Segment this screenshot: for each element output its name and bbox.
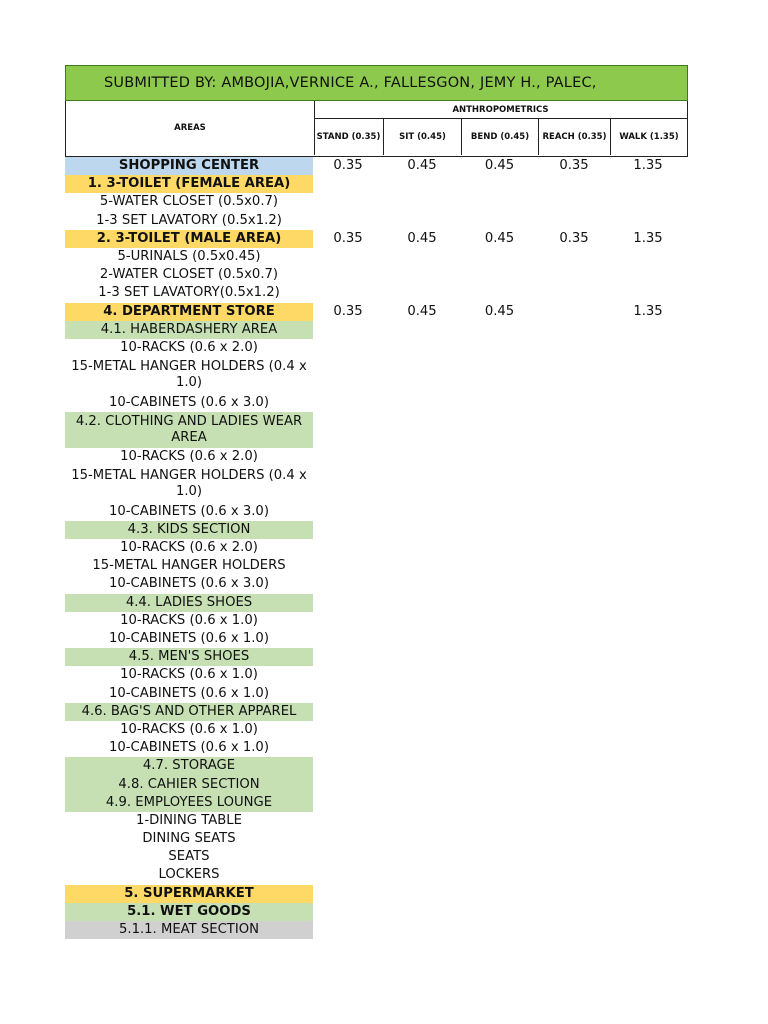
table-row [65,284,688,302]
table-row [65,321,688,339]
value-cell[interactable] [610,521,686,539]
value-cell[interactable]: 1.35 [633,158,663,173]
value-cell[interactable] [383,521,461,539]
value-cell[interactable] [461,339,538,357]
value-cell[interactable] [538,466,610,502]
area-cell[interactable]: 4.2. CLOTHING AND LADIES WEAR AREA [65,412,313,448]
table-row [65,303,688,321]
value-cell[interactable] [538,630,610,648]
value-cell[interactable] [461,321,538,339]
value-cell[interactable] [538,448,610,466]
value-cell[interactable] [538,775,610,793]
table-row [65,393,688,411]
area-cell[interactable]: 15-METAL HANGER HOLDERS (0.4 x 1.0) [71,468,307,500]
value-cell[interactable] [610,921,686,939]
value-cell[interactable] [610,193,686,211]
spreadsheet [65,65,688,939]
value-cell[interactable]: 0.45 [407,230,437,246]
value-cell[interactable] [610,175,686,193]
area-cell[interactable]: SEATS [168,849,210,865]
table-row [65,193,688,211]
table-row [65,848,688,866]
table-header [65,101,688,157]
table-row [65,212,688,230]
value-cell[interactable] [383,630,461,648]
value-cell[interactable] [461,393,538,411]
value-cell[interactable] [610,703,686,721]
value-cell[interactable] [383,266,461,284]
value-cell[interactable] [383,794,461,812]
table-row [65,630,688,648]
value-cell[interactable] [313,284,383,302]
value-cell[interactable] [383,321,461,339]
header-col-reach: REACH (0.35) [539,119,611,155]
table-row [65,248,688,266]
area-cell[interactable]: 1-DINING TABLE [135,812,242,828]
table-row [65,866,688,884]
value-cell[interactable] [461,757,538,775]
value-cell[interactable] [538,885,610,903]
value-cell[interactable] [461,866,538,884]
value-cell[interactable] [383,848,461,866]
area-cell[interactable]: 5. SUPERMARKET [65,885,313,903]
value-cell[interactable] [383,248,461,266]
value-cell[interactable] [313,648,383,666]
area-cell[interactable]: 4.9. EMPLOYEES LOUNGE [65,794,313,812]
area-cell[interactable]: LOCKERS [158,867,220,883]
value-cell[interactable] [313,412,383,448]
value-cell[interactable] [538,266,610,284]
value-cell[interactable] [313,393,383,411]
value-cell[interactable] [461,193,538,211]
value-cell[interactable]: 1.35 [633,303,663,319]
value-cell[interactable] [313,703,383,721]
table-row [65,521,688,539]
area-cell[interactable]: SHOPPING CENTER [65,157,313,175]
value-cell[interactable] [538,866,610,884]
table-row [65,903,688,921]
area-cell[interactable]: 5-URINALS (0.5x0.45) [117,249,261,265]
value-cell[interactable] [610,812,686,830]
value-cell[interactable] [313,921,383,939]
value-cell[interactable] [461,703,538,721]
value-cell[interactable] [461,248,538,266]
value-cell[interactable] [461,175,538,193]
value-cell[interactable] [538,412,610,448]
table-row [65,721,688,739]
area-cell[interactable]: 4.3. KIDS SECTION [65,521,313,539]
value-cell[interactable]: 0.35 [333,158,363,173]
area-cell[interactable]: 4.1. HABERDASHERY AREA [65,321,313,339]
value-cell[interactable] [313,757,383,775]
value-cell[interactable] [538,594,610,612]
value-cell[interactable] [538,921,610,939]
value-cell[interactable] [461,812,538,830]
value-cell[interactable]: 0.35 [559,230,589,246]
value-cell[interactable]: 0.35 [333,303,363,319]
header-areas: AREAS [66,101,315,155]
value-cell[interactable] [313,594,383,612]
value-cell[interactable] [461,848,538,866]
value-cell[interactable]: 0.45 [484,158,515,173]
value-cell[interactable] [610,666,686,684]
value-cell[interactable] [383,212,461,230]
value-cell[interactable] [313,612,383,630]
area-cell[interactable]: 1. 3-TOILET (FEMALE AREA) [65,175,313,193]
header-anthropometrics: ANTHROPOMETRICS [314,101,687,119]
table-row [65,339,688,357]
value-cell[interactable] [461,630,538,648]
value-cell[interactable] [313,466,383,502]
value-cell[interactable]: 0.35 [333,230,363,246]
value-cell[interactable] [383,339,461,357]
table-row [65,412,688,448]
value-cell[interactable] [461,612,538,630]
value-cell[interactable] [461,357,538,393]
value-cell[interactable] [610,448,686,466]
value-cell[interactable] [610,557,686,575]
value-cell[interactable] [461,666,538,684]
value-cell[interactable] [610,739,686,757]
value-cell[interactable] [383,703,461,721]
value-cell[interactable] [610,575,686,593]
value-cell[interactable] [313,248,383,266]
value-cell[interactable] [538,339,610,357]
value-cell[interactable] [610,503,686,521]
table-row [65,539,688,557]
value-cell[interactable] [610,284,686,302]
value-cell[interactable]: 1.35 [633,230,663,246]
table-row [65,775,688,793]
value-cell[interactable] [538,212,610,230]
area-cell[interactable]: 10-CABINETS (0.6 x 3.0) [109,394,269,410]
table-row [65,357,688,393]
area-cell[interactable]: 1-3 SET LAVATORY (0.5x1.2) [96,212,282,228]
value-cell[interactable] [313,448,383,466]
area-cell[interactable]: 10-CABINETS (0.6 x 1.0) [109,740,269,756]
table-row [65,684,688,702]
table-row [65,612,688,630]
value-cell[interactable] [313,175,383,193]
value-cell[interactable] [461,412,538,448]
area-cell[interactable]: 2. 3-TOILET (MALE AREA) [65,230,313,248]
area-cell[interactable]: 1-3 SET LAVATORY(0.5x1.2) [98,285,280,301]
value-cell[interactable] [538,684,610,702]
value-cell[interactable] [610,830,686,848]
area-cell[interactable]: 5.1.1. MEAT SECTION [65,921,313,939]
header-columns [314,119,687,155]
value-cell[interactable] [383,721,461,739]
value-cell[interactable] [313,739,383,757]
area-cell[interactable]: 15-METAL HANGER HOLDERS [92,558,286,574]
value-cell[interactable] [610,794,686,812]
value-cell[interactable] [383,594,461,612]
table-row [65,175,688,193]
value-cell[interactable] [383,466,461,502]
value-cell[interactable] [610,648,686,666]
value-cell[interactable] [313,830,383,848]
table-row [65,557,688,575]
area-cell[interactable]: 10-RACKS (0.6 x 1.0) [120,667,258,683]
area-cell[interactable]: 10-CABINETS (0.6 x 3.0) [109,503,269,519]
table-row [65,703,688,721]
value-cell[interactable] [538,575,610,593]
header-col-bend: BEND (0.45) [462,119,539,155]
area-cell[interactable]: 5.1. WET GOODS [65,903,313,921]
value-cell[interactable] [313,521,383,539]
table-row [65,666,688,684]
value-cell[interactable] [610,212,686,230]
value-cell[interactable] [313,357,383,393]
area-cell[interactable]: 10-CABINETS (0.6 x 1.0) [109,685,269,701]
value-cell[interactable] [383,812,461,830]
value-cell[interactable] [461,266,538,284]
table-row [65,794,688,812]
value-cell[interactable] [461,739,538,757]
area-cell[interactable]: 10-CABINETS (0.6 x 1.0) [109,631,269,647]
table-row [65,648,688,666]
table-row [65,921,688,939]
value-cell[interactable] [610,393,686,411]
area-cell[interactable]: 4.4. LADIES SHOES [65,594,313,612]
table-row [65,466,688,502]
value-cell[interactable] [383,830,461,848]
value-cell[interactable] [610,775,686,793]
value-cell[interactable] [538,303,610,321]
value-cell[interactable] [610,848,686,866]
area-cell[interactable]: 10-RACKS (0.6 x 1.0) [120,612,258,628]
value-cell[interactable] [461,594,538,612]
value-cell[interactable] [383,539,461,557]
value-cell[interactable] [461,284,538,302]
value-cell[interactable] [538,248,610,266]
value-cell[interactable] [538,703,610,721]
table-row [65,266,688,284]
value-cell[interactable] [538,321,610,339]
value-cell[interactable] [538,830,610,848]
area-cell[interactable]: 10-RACKS (0.6 x 2.0) [120,540,258,556]
value-cell[interactable] [538,521,610,539]
value-cell[interactable] [461,212,538,230]
value-cell[interactable] [461,448,538,466]
value-cell[interactable] [383,757,461,775]
value-cell[interactable] [313,848,383,866]
banner-text: SUBMITTED BY: AMBOJIA,VERNICE A., FALLESGON, JEMY H., PALEC, [104,75,597,91]
value-cell[interactable] [610,866,686,884]
value-cell[interactable] [610,357,686,393]
value-cell[interactable] [610,721,686,739]
value-cell[interactable] [313,557,383,575]
value-cell[interactable] [610,885,686,903]
value-cell[interactable] [538,284,610,302]
value-cell[interactable] [538,794,610,812]
header-col-stand: STAND (0.35) [314,119,384,155]
table-row [65,812,688,830]
area-cell[interactable]: 10-CABINETS (0.6 x 3.0) [109,576,269,592]
value-cell[interactable] [383,885,461,903]
value-cell[interactable] [383,393,461,411]
area-cell[interactable]: 4.8. CAHIER SECTION [65,775,313,793]
table-row [65,830,688,848]
value-cell[interactable] [610,339,686,357]
value-cell[interactable] [313,503,383,521]
value-cell[interactable] [313,212,383,230]
area-cell[interactable]: 15-METAL HANGER HOLDERS (0.4 x 1.0) [71,359,307,391]
value-cell[interactable] [313,775,383,793]
value-cell[interactable] [610,466,686,502]
table-row [65,885,688,903]
value-cell[interactable] [313,266,383,284]
value-cell[interactable] [313,885,383,903]
value-cell[interactable] [383,557,461,575]
value-cell[interactable] [383,412,461,448]
area-cell[interactable]: 4. DEPARTMENT STORE [65,303,313,321]
value-cell[interactable] [313,630,383,648]
value-cell[interactable] [313,812,383,830]
value-cell[interactable] [461,575,538,593]
value-cell[interactable] [538,648,610,666]
value-cell[interactable] [383,775,461,793]
table-row [65,739,688,757]
header-col-walk: WALK (1.35) [619,131,679,142]
value-cell[interactable] [538,666,610,684]
value-cell[interactable] [610,684,686,702]
value-cell[interactable] [610,757,686,775]
value-cell[interactable] [610,612,686,630]
value-cell[interactable] [383,684,461,702]
value-cell[interactable] [538,903,610,921]
value-cell[interactable] [313,903,383,921]
value-cell[interactable] [383,866,461,884]
value-cell[interactable] [383,357,461,393]
value-cell[interactable] [538,357,610,393]
header-col-sit: SIT (0.45) [384,119,462,155]
table-row [65,157,688,175]
value-cell[interactable] [610,248,686,266]
value-cell[interactable] [313,794,383,812]
value-cell[interactable] [461,503,538,521]
value-cell[interactable] [313,321,383,339]
area-cell[interactable]: 10-RACKS (0.6 x 1.0) [120,721,258,737]
value-cell[interactable] [461,885,538,903]
value-cell[interactable] [383,575,461,593]
value-cell[interactable] [461,903,538,921]
value-cell[interactable] [610,903,686,921]
value-cell[interactable] [538,848,610,866]
value-cell[interactable] [383,612,461,630]
table-row [65,448,688,466]
value-cell[interactable] [461,684,538,702]
value-cell[interactable] [383,921,461,939]
value-cell[interactable] [383,284,461,302]
value-cell[interactable] [383,175,461,193]
value-cell[interactable] [313,866,383,884]
area-cell[interactable]: 4.6. BAG'S AND OTHER APPAREL [65,703,313,721]
value-cell[interactable] [383,739,461,757]
value-cell[interactable] [538,721,610,739]
area-cell[interactable]: 5-WATER CLOSET (0.5x0.7) [99,194,279,210]
value-cell[interactable] [610,412,686,448]
table-row [65,594,688,612]
value-cell[interactable] [461,539,538,557]
value-cell[interactable] [461,557,538,575]
table-row [65,757,688,775]
table-body [65,157,688,939]
area-cell[interactable]: 2-WATER CLOSET (0.5x0.7) [99,267,279,283]
area-cell[interactable]: 4.5. MEN'S SHOES [65,648,313,666]
value-cell[interactable] [461,521,538,539]
value-cell[interactable] [461,794,538,812]
value-cell[interactable] [383,503,461,521]
value-cell[interactable] [538,503,610,521]
value-cell[interactable] [538,393,610,411]
value-cell[interactable] [610,630,686,648]
value-cell[interactable] [313,539,383,557]
table-row [65,575,688,593]
value-cell[interactable]: 0.35 [559,158,589,173]
value-cell[interactable] [383,648,461,666]
table-row [65,230,688,248]
value-cell[interactable] [538,193,610,211]
value-cell[interactable] [383,903,461,921]
value-cell[interactable] [383,193,461,211]
value-cell[interactable]: 0.45 [484,303,515,319]
value-cell[interactable] [313,193,383,211]
value-cell[interactable] [610,539,686,557]
value-cell[interactable] [313,721,383,739]
submitted-by-banner [65,65,688,101]
value-cell[interactable] [313,339,383,357]
value-cell[interactable] [383,666,461,684]
value-cell[interactable]: 0.45 [484,230,515,246]
value-cell[interactable] [461,721,538,739]
value-cell[interactable] [461,921,538,939]
value-cell[interactable] [538,739,610,757]
table-row [65,503,688,521]
value-cell[interactable] [313,575,383,593]
value-cell[interactable]: 0.45 [407,303,437,319]
value-cell[interactable] [461,830,538,848]
value-cell[interactable] [383,448,461,466]
value-cell[interactable] [610,266,686,284]
value-cell[interactable]: 0.45 [407,158,437,173]
area-cell[interactable]: 10-RACKS (0.6 x 2.0) [120,339,258,355]
value-cell[interactable] [610,321,686,339]
area-cell[interactable]: 10-RACKS (0.6 x 2.0) [120,449,258,465]
value-cell[interactable] [610,594,686,612]
area-cell[interactable]: DINING SEATS [142,831,236,847]
value-cell[interactable] [461,466,538,502]
value-cell[interactable] [461,648,538,666]
value-cell[interactable] [538,175,610,193]
value-cell[interactable] [538,612,610,630]
value-cell[interactable] [313,666,383,684]
value-cell[interactable] [313,684,383,702]
value-cell[interactable] [538,557,610,575]
value-cell[interactable] [538,757,610,775]
area-cell[interactable]: 4.7. STORAGE [65,757,313,775]
value-cell[interactable] [461,775,538,793]
value-cell[interactable] [538,812,610,830]
value-cell[interactable] [538,539,610,557]
